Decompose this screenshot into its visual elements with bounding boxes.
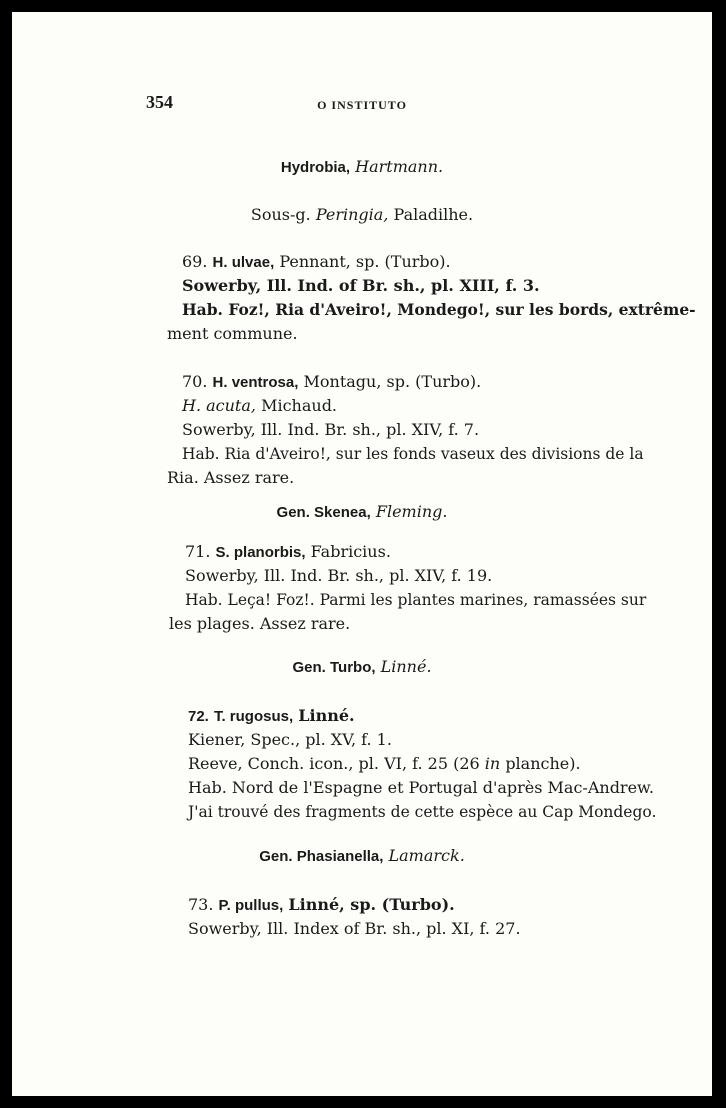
species-author: Linné. bbox=[298, 706, 355, 725]
subgenus-heading bbox=[12, 205, 712, 225]
reference-italic: in bbox=[484, 754, 501, 773]
entry-72-reference-1: Kiener, Spec., pl. XV, f. 1. bbox=[188, 730, 392, 749]
genus-author: Lamarck. bbox=[388, 846, 465, 865]
entry-71-habitat-cont: les plages. Assez rare. bbox=[169, 614, 351, 633]
entry-72-habitat: Hab. Nord de l'Espagne et Portugal d'après Mac-Andrew. bbox=[188, 778, 654, 797]
species-name: T. rugosus, bbox=[213, 708, 294, 725]
species-author: Montagu, sp. (Turbo). bbox=[303, 372, 482, 391]
species-name: P. pullus, bbox=[218, 897, 284, 914]
entry-number: 72. bbox=[188, 708, 209, 725]
entry-70-habitat: Hab. Ria d'Aveiro!, sur les fonds vaseux des divisions de la bbox=[182, 445, 644, 463]
entry-70-habitat-cont: Ria. Assez rare. bbox=[167, 468, 295, 487]
genus-heading-phasianella bbox=[12, 846, 712, 867]
synonym-name: H. acuta, bbox=[182, 396, 256, 415]
entry-72-reference-2 bbox=[188, 754, 581, 774]
entry-71-reference: Sowerby, Ill. Ind. Br. sh., pl. XIV, f. 19. bbox=[185, 566, 493, 585]
entry-69-title bbox=[182, 252, 451, 273]
entry-72-note: J'ai trouvé des fragments de cette espèce au Cap Mondego. bbox=[188, 803, 657, 821]
genus-author: Fleming. bbox=[375, 502, 448, 521]
entry-73-title bbox=[188, 895, 455, 916]
genus-author: Hartmann. bbox=[355, 157, 444, 176]
entry-73-reference: Sowerby, Ill. Index of Br. sh., pl. XI, f. 27. bbox=[188, 919, 521, 938]
bleed-through bbox=[432, 132, 435, 147]
subgenus-prefix: Sous-g. bbox=[250, 205, 311, 224]
species-name: H. ventrosa, bbox=[212, 374, 299, 391]
entry-number: 73. bbox=[188, 895, 214, 914]
species-author: Fabricius. bbox=[310, 542, 391, 561]
species-author: Pennant, sp. (Turbo). bbox=[279, 252, 451, 271]
entry-69-habitat: Hab. Foz!, Ria d'Aveiro!, Mondego!, sur les bords, extrême- bbox=[182, 300, 696, 319]
genus-heading-skenea bbox=[12, 502, 712, 523]
genus-name: Gen. Phasianella, bbox=[259, 848, 384, 865]
genus-heading-hydrobia bbox=[12, 157, 712, 178]
genus-author: Linné. bbox=[380, 657, 432, 676]
entry-70-reference: Sowerby, Ill. Ind. Br. sh., pl. XIV, f. 7. bbox=[182, 420, 480, 439]
species-name: S. planorbis, bbox=[215, 544, 306, 561]
entry-71-habitat: Hab. Leça! Foz!. Parmi les plantes marines, ramassées sur bbox=[185, 591, 647, 609]
genus-name: Hydrobia, bbox=[280, 159, 351, 176]
page-number: 354 bbox=[146, 92, 173, 112]
species-name: H. ulvae, bbox=[212, 254, 275, 271]
entry-number: 71. bbox=[185, 542, 211, 561]
genus-heading-turbo bbox=[12, 657, 712, 678]
synonym-author: Michaud. bbox=[261, 396, 338, 415]
reference-text-end: planche). bbox=[505, 754, 581, 773]
entry-number: 70. bbox=[182, 372, 208, 391]
entry-number: 69. bbox=[182, 252, 208, 271]
species-author: Linné, sp. (Turbo). bbox=[288, 895, 455, 914]
entry-69-habitat-cont: ment commune. bbox=[167, 324, 298, 343]
entry-70-title bbox=[182, 372, 481, 393]
subgenus-name: Peringia, bbox=[315, 205, 389, 224]
genus-name: Gen. Skenea, bbox=[276, 504, 371, 521]
entry-69-reference: Sowerby, Ill. Ind. of Br. sh., pl. XIII, f. 3. bbox=[182, 276, 540, 295]
genus-name: Gen. Turbo, bbox=[292, 659, 376, 676]
document-page bbox=[12, 12, 712, 1096]
running-title: O INSTITUTO bbox=[317, 98, 407, 112]
reference-text: Reeve, Conch. icon., pl. VI, f. 25 (26 bbox=[188, 754, 480, 773]
entry-71-title bbox=[185, 542, 391, 563]
entry-72-title bbox=[188, 706, 355, 727]
subgenus-author: Paladilhe. bbox=[393, 205, 474, 224]
entry-70-synonym bbox=[182, 396, 337, 416]
